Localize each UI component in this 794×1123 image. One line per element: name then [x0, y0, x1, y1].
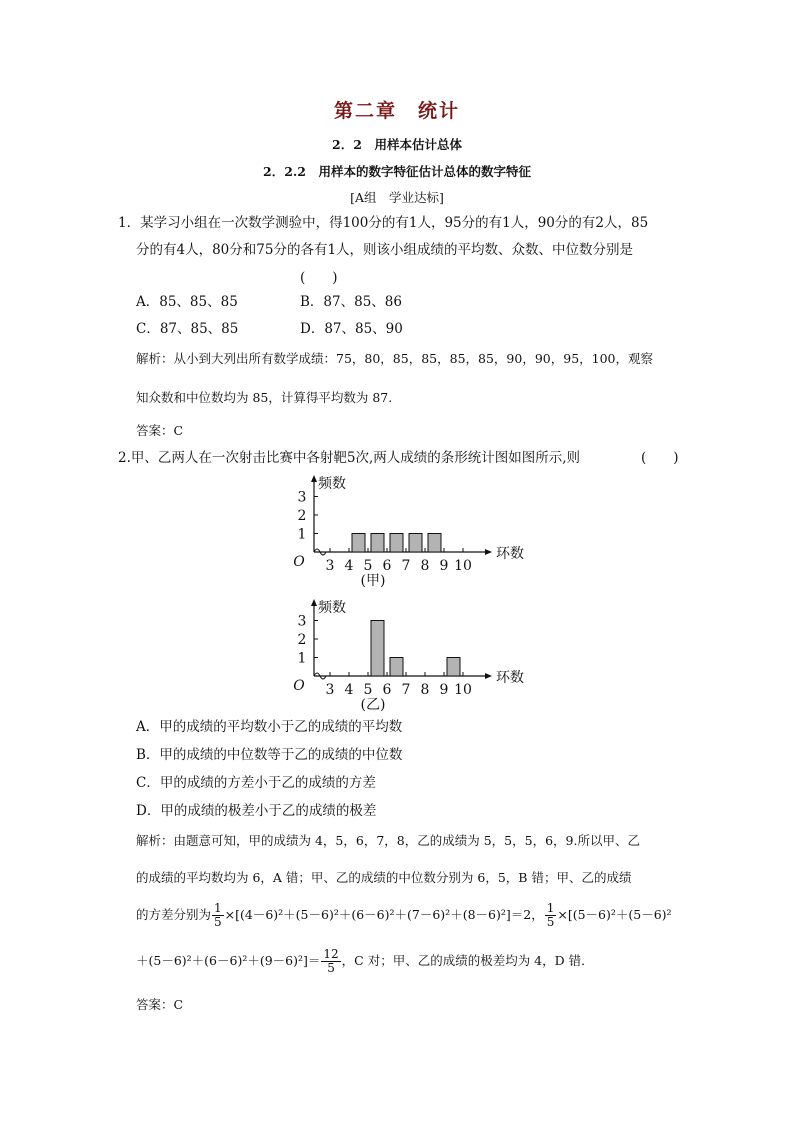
yi-bar	[371, 621, 384, 677]
jia-y-tick-label: 1	[297, 526, 307, 543]
q2-analysis-line3-post: ×[(5－6)²＋(5－6)²	[557, 907, 672, 922]
yi-y-tick-label: 3	[297, 613, 307, 630]
chapter-title: 第二章 统计	[333, 100, 460, 122]
q1-stem-line1: 1．某学习小组在一次数学测验中，得100分的有1人，95分的有1人，90分的有2人，85	[118, 215, 649, 231]
q2-analysis-line3	[136, 902, 672, 929]
yi-caption: (乙)	[360, 697, 386, 713]
yi-x-tick-label: 6	[382, 682, 392, 698]
q2-option-c: C．甲的成绩的方差小于乙的成绩的方差	[136, 775, 376, 791]
q2-analysis-line3-mid: ×[(4－6)²＋(5－6)²＋(6－6)²＋(7－6)²＋(8－6)²]＝2，	[224, 907, 544, 922]
q1-answer: 答案：C	[136, 423, 184, 438]
jia-x-tick-label: 9	[439, 558, 449, 574]
yi-x-axis-label: 环数	[496, 670, 524, 686]
yi-bar	[447, 658, 460, 677]
bar-chart-yi	[270, 592, 530, 716]
jia-x-axis-label: 环数	[496, 546, 524, 562]
yi-x-tick-label: 8	[420, 682, 430, 698]
q1-analysis-line1: 解析：从小到大列出所有数学成绩：75，80，85，85，85，85，90，90，95，100，观察	[136, 351, 654, 366]
jia-y-axis-label: 频数	[318, 476, 346, 492]
q2-analysis-line4-post: ，C 对；甲、乙的成绩的极差均为 4，D 错．	[341, 953, 594, 968]
q2-stem: 2.甲、乙两人在一次射击比赛中各射靶5次,两人成绩的条形统计图如图所示,则	[118, 450, 581, 466]
q1-option-a: A．85、85、85	[136, 294, 238, 310]
yi-y-tick-label: 1	[297, 650, 307, 667]
fraction-one-fifth: $\frac{1}{5}$	[214, 901, 222, 929]
yi-y-axis-arrow	[311, 599, 317, 606]
jia-x-tick-label: 5	[363, 558, 373, 574]
jia-bar	[428, 534, 441, 553]
jia-y-axis-arrow	[311, 475, 317, 482]
group-label: [A组 学业达标]	[350, 190, 444, 205]
subsection-title: 2．2.2 用样本的数字特征估计总体的数字特征	[263, 164, 531, 179]
bar-chart-jia	[270, 468, 530, 592]
jia-y-tick-label: 3	[297, 489, 307, 506]
q2-analysis-line1: 解析：由题意可知，甲的成绩为 4，5，6，7，8，乙的成绩为 5，5，5，6，9.所以甲、乙	[136, 833, 640, 848]
fraction-one-fifth-b: $\frac{1}{5}$	[546, 901, 555, 929]
jia-x-tick-label: 10	[454, 558, 472, 574]
q1-option-d: D．87、85、90	[300, 321, 403, 337]
jia-bar	[409, 534, 422, 553]
q2-analysis-line4-pre: ＋(5－6)²＋(6－6)²＋(9－6)²]＝	[136, 953, 321, 968]
jia-x-tick-label: 3	[325, 558, 335, 574]
yi-x-tick-label: 4	[344, 682, 354, 698]
jia-x-tick-label: 6	[382, 558, 392, 574]
section-title: 2．2 用样本估计总体	[332, 137, 462, 152]
yi-x-tick-label: 7	[401, 682, 411, 698]
q1-analysis-line2: 知众数和中位数均为 85，计算得平均数为 87.	[136, 390, 393, 405]
jia-bar	[352, 534, 365, 553]
q2-option-d: D．甲的成绩的极差小于乙的成绩的极差	[136, 803, 377, 819]
jia-origin-label: O	[293, 554, 305, 570]
q2-answer: 答案：C	[136, 997, 184, 1012]
q2-option-a: A．甲的成绩的平均数小于乙的成绩的平均数	[136, 719, 403, 735]
q1-stem-line2: 分的有4人，80分和75分的各有1人，则该小组成绩的平均数、众数、中位数分别是	[136, 242, 634, 258]
q1-option-c: C．87、85、85	[136, 321, 239, 337]
yi-x-axis-arrow	[485, 673, 492, 679]
yi-x-tick-label: 10	[454, 682, 472, 698]
q2-analysis-line2: 的成绩的平均数均为 6，A 错；甲、乙的成绩的中位数分别为 6，5，B 错；甲、乙的成绩	[136, 870, 632, 885]
yi-y-tick-label: 2	[297, 632, 307, 648]
yi-origin-label: O	[293, 678, 305, 694]
jia-x-tick-label: 4	[344, 558, 354, 574]
q1-answer-paren: ( )	[300, 270, 338, 286]
yi-x-tick-label: 3	[325, 682, 335, 698]
jia-x-tick-label: 7	[401, 558, 411, 574]
q1-option-b: B．87、85、86	[300, 294, 402, 310]
yi-x-tick-label: 9	[439, 682, 449, 698]
jia-bar	[371, 534, 384, 553]
fraction-twelve-fifths: $\frac{12}{5}$	[323, 947, 339, 975]
q2-answer-paren: ( )	[641, 450, 679, 466]
jia-bar	[390, 534, 403, 553]
q2-analysis-line4	[136, 948, 594, 975]
yi-bar	[390, 658, 403, 677]
q2-option-b: B．甲的成绩的中位数等于乙的成绩的中位数	[136, 747, 403, 763]
jia-caption: (甲)	[360, 573, 386, 589]
jia-y-tick-label: 2	[297, 508, 307, 524]
jia-x-axis-arrow	[485, 549, 492, 555]
jia-x-tick-label: 8	[420, 558, 430, 574]
q2-analysis-line3-pre: 的方差分别为	[136, 907, 212, 922]
yi-y-axis-label: 频数	[318, 600, 346, 616]
yi-x-tick-label: 5	[363, 682, 373, 698]
